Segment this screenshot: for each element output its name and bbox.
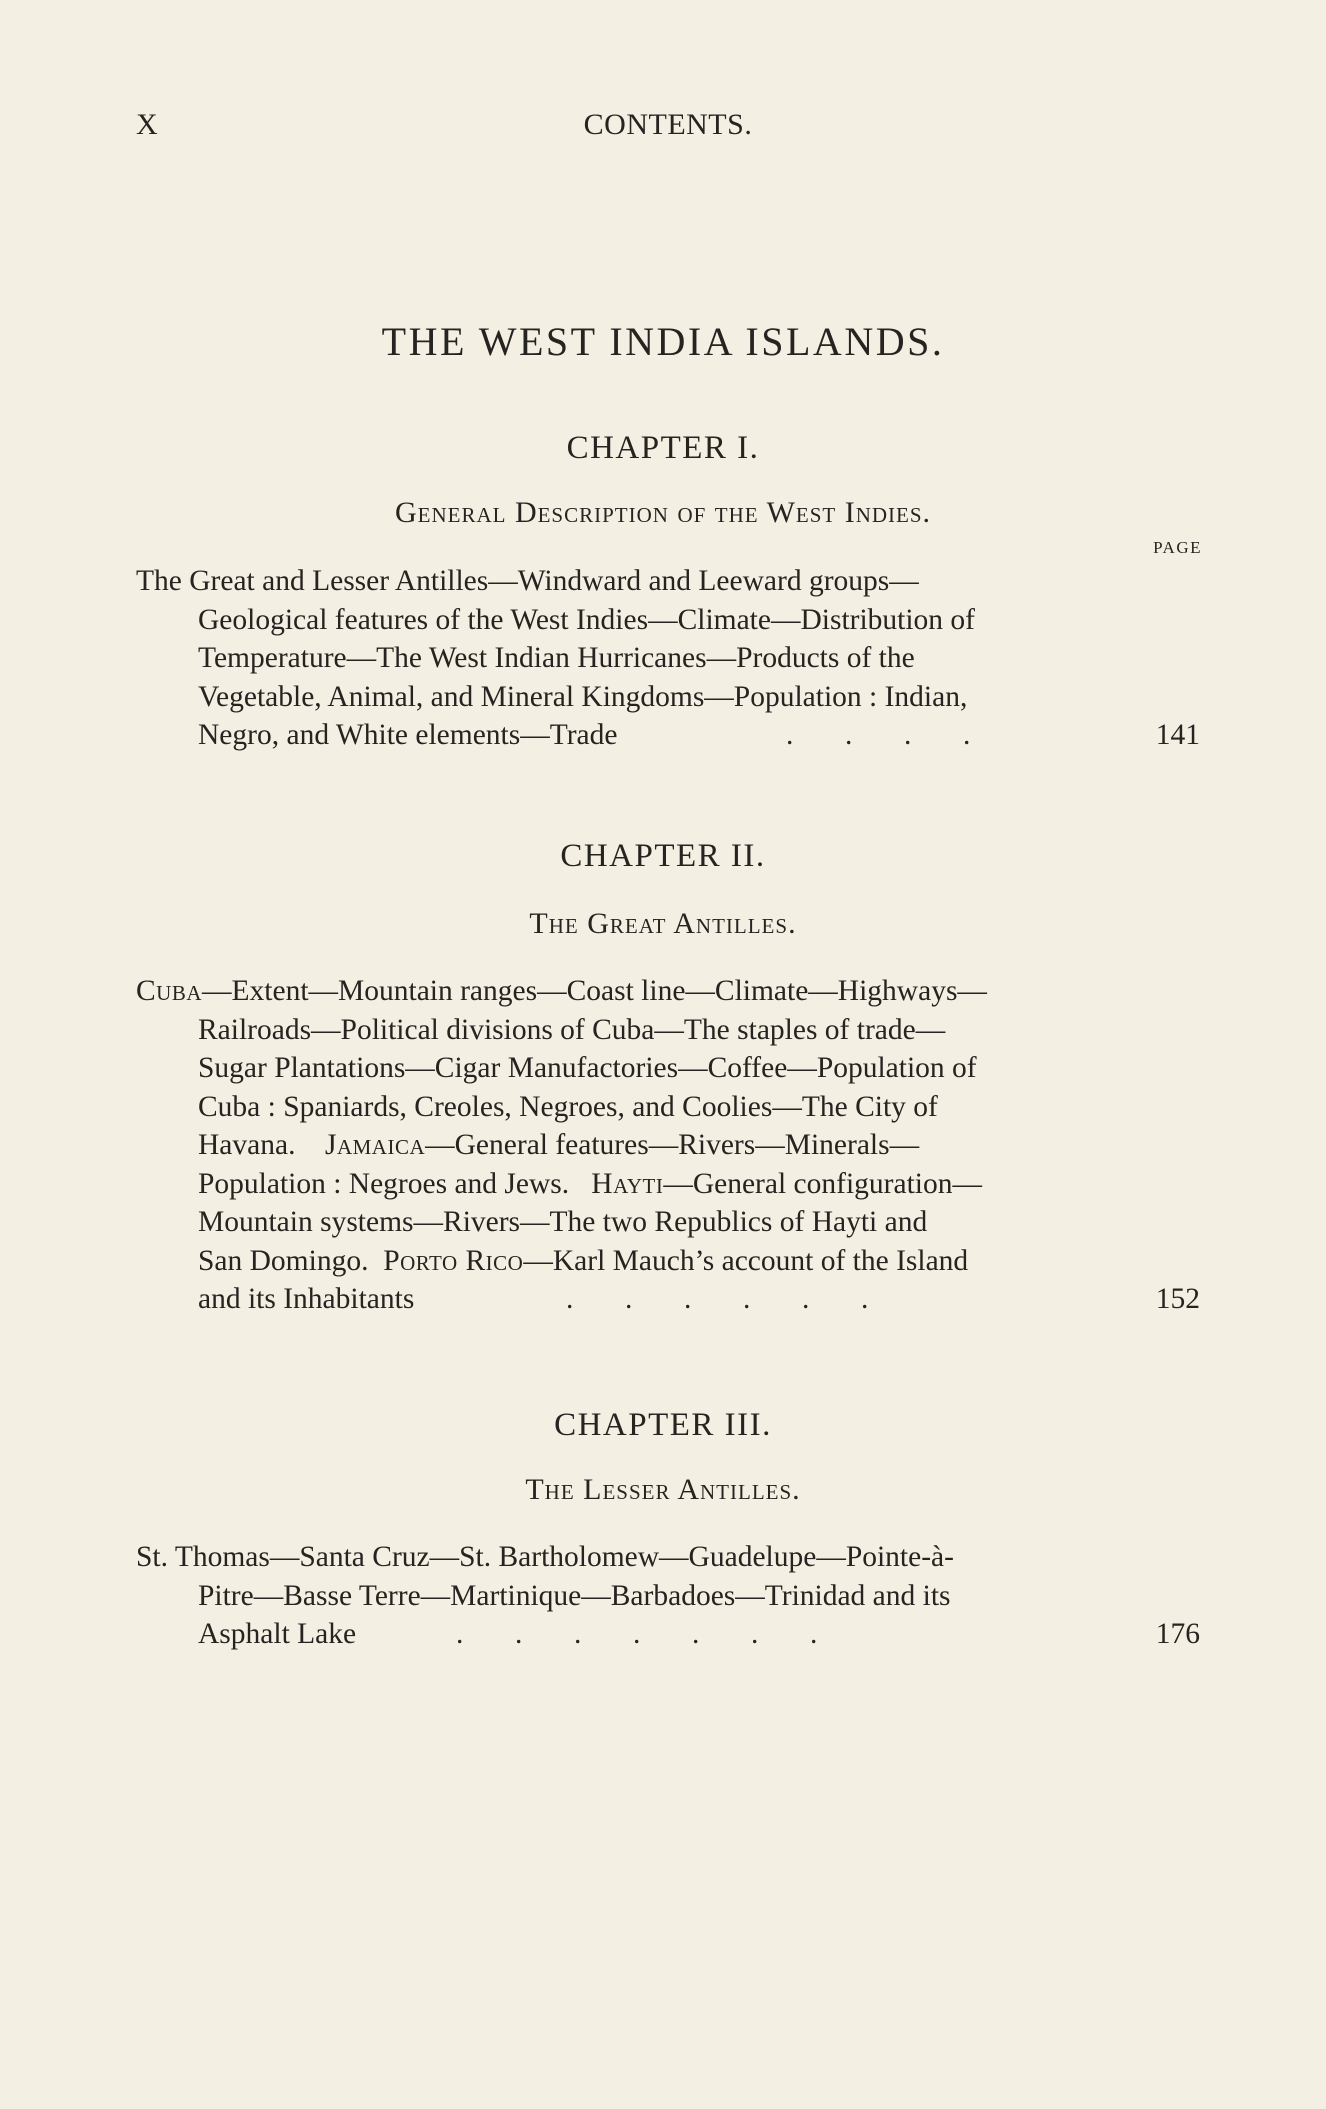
chapter-1-summary <box>136 562 1200 755</box>
place-name: Jamaica <box>324 1129 426 1161</box>
summary-line: —Extent—Mountain ranges—Coast line—Climate—Highways— <box>202 975 987 1007</box>
dot-leader: . . . . <box>786 719 971 751</box>
summary-line: Vegetable, Animal, and Mineral Kingdoms—Population : Indian, <box>198 680 968 713</box>
summary-line: The Great and Lesser Antilles—Windward and Leeward groups— <box>136 565 919 597</box>
summary-line: Mountain systems—Rivers—The two Republics of Hayti and <box>198 1206 928 1238</box>
summary-line: Temperature—The West Indian Hurricanes—Products of the <box>198 642 915 674</box>
running-title: CONTENTS. <box>583 108 753 141</box>
chapter-2-heading: CHAPTER II. <box>560 838 766 874</box>
summary-line: —Karl Mauch’s account of the Island <box>523 1244 969 1277</box>
summary-line: San Domingo. <box>198 1244 369 1277</box>
summary-line: St. Thomas—Santa Cruz—St. Bartholomew—Guadelupe—Pointe-à- <box>136 1541 954 1573</box>
chapter-1-heading: CHAPTER I. <box>566 430 760 466</box>
dot-leader: . . . . . . <box>566 1283 869 1315</box>
chapter-1-subtitle: General Description of the West Indies. <box>394 496 932 529</box>
summary-line: Geological features of the West Indies—Climate—Distribution of <box>198 603 976 636</box>
chapter-1-page: 141 <box>1155 719 1200 751</box>
chapter-2-summary <box>136 972 1200 1319</box>
chapter-3-page: 176 <box>1155 1618 1200 1650</box>
summary-line: —General features—Rivers—Minerals— <box>425 1129 920 1161</box>
summary-line: Asphalt Lake <box>198 1618 357 1650</box>
summary-line: Population : Negroes and Jews. <box>198 1167 570 1200</box>
summary-line: Sugar Plantations—Cigar Manufactories—Coffee—Population of <box>198 1052 977 1084</box>
summary-line: —General configuration— <box>663 1167 982 1200</box>
chapter-2-subtitle: The Great Antilles. <box>529 907 797 940</box>
book-title: THE WEST INDIA ISLANDS. <box>381 319 945 364</box>
chapter-3-summary <box>136 1538 1200 1654</box>
summary-line: and its Inhabitants <box>198 1283 415 1315</box>
dot-leader: . . . . . . . <box>456 1618 818 1650</box>
summary-line: Railroads—Political divisions of Cuba—The staples of trade— <box>198 1013 946 1046</box>
place-name: Cuba <box>136 975 203 1007</box>
place-name: Hayti <box>591 1167 664 1200</box>
summary-line: Pitre—Basse Terre—Martinique—Barbadoes—Trinidad and its <box>198 1579 951 1612</box>
summary-line: Negro, and White elements—Trade <box>198 719 618 751</box>
place-name: Porto Rico <box>383 1244 524 1277</box>
chapter-2-page: 152 <box>1155 1283 1200 1315</box>
page-column-label: PAGE <box>1153 538 1202 557</box>
chapter-3-heading: CHAPTER III. <box>554 1407 772 1443</box>
summary-line: Havana. <box>198 1129 296 1161</box>
chapter-3-subtitle: The Lesser Antilles. <box>525 1473 801 1506</box>
page-number: X <box>136 108 158 141</box>
running-head <box>136 108 1200 148</box>
summary-line: Cuba : Spaniards, Creoles, Negroes, and Coolies—The City of <box>198 1090 938 1123</box>
